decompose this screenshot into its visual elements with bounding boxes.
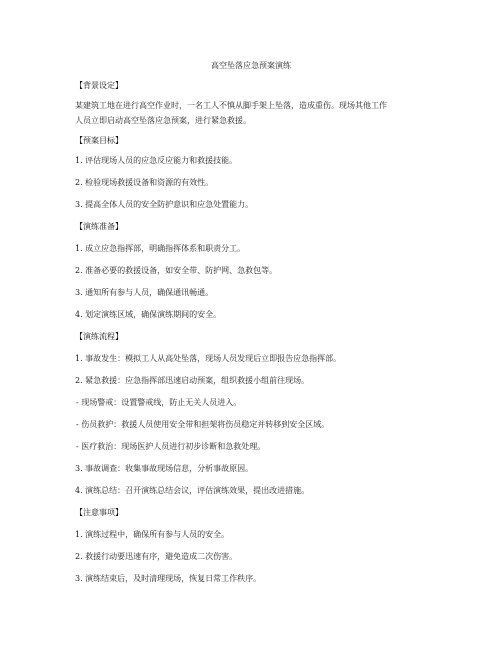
list-item: 3. 事故调查：收集事故现场信息，分析事故原因。 xyxy=(75,464,254,473)
list-item: 3. 提高全体人员的安全防护意识和应急处置能力。 xyxy=(75,200,254,209)
sub-list-item: - 现场警戒：设置警戒线，防止无关人员进入。 xyxy=(76,398,242,407)
list-item: 1. 事故发生：模拟工人从高处坠落，现场人员发现后立即报告应急指挥部。 xyxy=(75,354,342,363)
list-item: 4. 演练总结：召开演练总结会议，评估演练效果，提出改进措施。 xyxy=(75,486,310,495)
list-item: 2. 准备必要的救援设备，如安全带、防护网、急救包等。 xyxy=(75,266,278,275)
sub-list-item: - 医疗救治：现场医护人员进行初步诊断和急救处理。 xyxy=(76,442,266,451)
section-heading-objectives: 【预案目标】 xyxy=(75,136,123,145)
list-item: 2. 紧急救援：应急指挥部迅速启动预案，组织救援小组前往现场。 xyxy=(75,376,310,385)
list-item: 1. 演练过程中，确保所有参与人员的安全。 xyxy=(75,530,230,539)
list-item: 2. 救援行动要迅速有序，避免造成二次伤害。 xyxy=(75,552,238,561)
list-item: 1. 评估现场人员的应急反应能力和救援技能。 xyxy=(75,156,238,165)
list-item: 2. 检验现场救援设备和资源的有效性。 xyxy=(75,178,214,187)
list-item: 3. 通知所有参与人员，确保通讯畅通。 xyxy=(75,288,214,297)
section-heading-procedure: 【演练流程】 xyxy=(75,332,123,341)
section-heading-notes: 【注意事项】 xyxy=(75,508,123,517)
paragraph-line: 某建筑工地在进行高空作业时，一名工人不慎从脚手架上坠落，造成重伤。现场其他工作 xyxy=(75,101,387,110)
document-title: 高空坠落应急预案演练 xyxy=(211,61,291,70)
section-heading-background: 【背景设定】 xyxy=(75,81,123,90)
paragraph-line: 人员立即启动高空坠落应急预案，进行紧急救援。 xyxy=(75,116,251,125)
list-item: 4. 划定演练区域，确保演练期间的安全。 xyxy=(75,310,222,319)
section-heading-preparation: 【演练准备】 xyxy=(75,222,123,231)
list-item: 1. 成立应急指挥部，明确指挥体系和职责分工。 xyxy=(75,244,246,253)
list-item: 3. 演练结束后，及时清理现场，恢复日常工作秩序。 xyxy=(75,574,262,583)
sub-list-item: - 伤员救护：救援人员使用安全带和担架将伤员稳定并转移到安全区域。 xyxy=(76,420,330,429)
